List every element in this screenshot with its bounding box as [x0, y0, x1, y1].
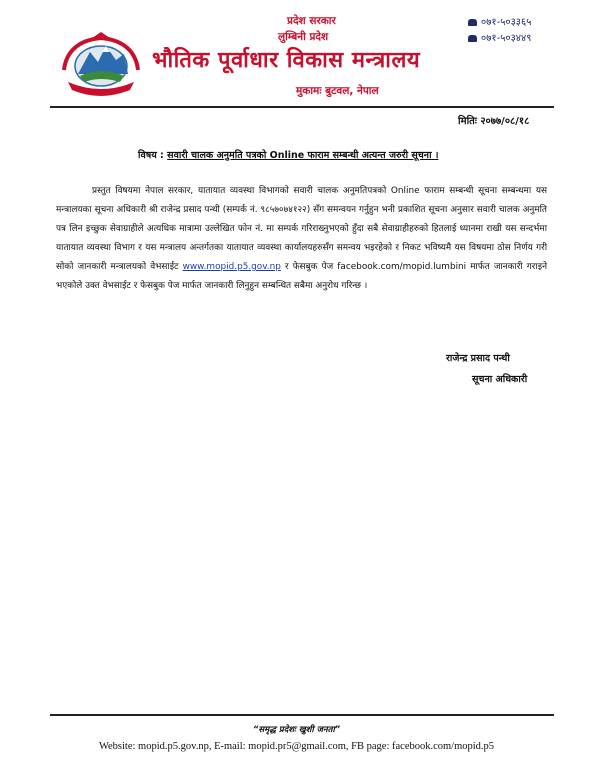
- signatory-title: सूचना अधिकारी: [472, 374, 528, 385]
- footer-slogan: “समृद्ध प्रदेशः खुशी जनता”: [252, 725, 341, 735]
- telephone-icon: [468, 35, 477, 42]
- body-text: र फेसबुक पेज: [284, 262, 334, 272]
- office-address: मुकामः बुटवल, नेपाल: [296, 85, 379, 97]
- phone-text: ०७१-५०३३६५: [481, 17, 532, 28]
- signatory-name: राजेन्द्र प्रसाद पन्थी: [446, 353, 510, 364]
- facebook-link[interactable]: facebook.com/mopid.lumbini: [337, 262, 467, 272]
- ministry-title: भौतिक पूर्वाधार विकास मन्त्रालय: [152, 48, 421, 73]
- subject-prefix: विषय :: [138, 150, 164, 161]
- phone-number: [468, 14, 531, 28]
- website-link[interactable]: www.mopid.p5.gov.np: [182, 262, 281, 272]
- phone-number: [468, 30, 531, 44]
- phone-text: ०७१-५०३४४९: [481, 33, 532, 44]
- footer-contact: Website: mopid.p5.gov.np, E-mail: mopid.pr5@gmail.com, FB page: facebook.com/mopid.p5: [98, 741, 495, 752]
- letter-body: [56, 182, 547, 296]
- letter-date: मितिः २०७७/०८/१८: [458, 116, 530, 127]
- telephone-icon: [468, 19, 477, 26]
- nepal-emblem-icon: [58, 30, 144, 100]
- body-text: प्रस्तुत विषयमा नेपाल सरकार, यातायात व्यवस्था विभागको सवारी चालक अनुमतिपत्रको Online फाराम सम्बन्धी सूचना सम्बन्धमा यस मन्त्रालयका सूचना अधिकारी श्री राजेन्द्र प्रसाद पन्थी (सम्पर्क नं. ९८५७०७४१२२) सँग समन्वयन गर्नुहुन भनी प्रकाशित सूचना अनुसार सवारी चालक अनुमति पत्र लिन इच्छुक सेवाग्राहीले अत्यधिक मात्रामा उल्लेखित फोन नं. मा सम्पर्क गरिराख्नुभएको हुँदा सबै सेवाग्राहीहरुको हितलाई ध्यानमा राखी यस सन्दर्भमा यातायात व्यवस्था विभाग र यस मन्त्रालय अन्तर्गतका यातायात व्यवस्था कार्यालयहरुसँग समन्वय भइरहेको र निकट भविष्यमै यस विषयमा ठोस निर्णय गरी सोको जानकारी मन्त्रालयको वेभसाईट: [56, 186, 547, 272]
- subject-line: [138, 148, 438, 161]
- footer-divider: [50, 714, 554, 716]
- body-paragraph: [56, 182, 547, 296]
- subject-text: सवारी चालक अनुमति पत्रको Online फाराम सम्बन्धी अत्यन्त जरुरी सूचना ।: [167, 150, 439, 161]
- province-label: प्रदेश सरकार: [287, 15, 336, 27]
- header-divider: [50, 106, 554, 108]
- region-label: लुम्बिनी प्रदेश: [278, 31, 329, 43]
- body-text: मार्फत जानकारी गराइने भएकोले उक्त वेभसाईट र फेसबुक पेज मार्फत जानकारी लिनुहुन सम्बन्धित सबैमा अनुरोध गरिन्छ ।: [56, 262, 548, 291]
